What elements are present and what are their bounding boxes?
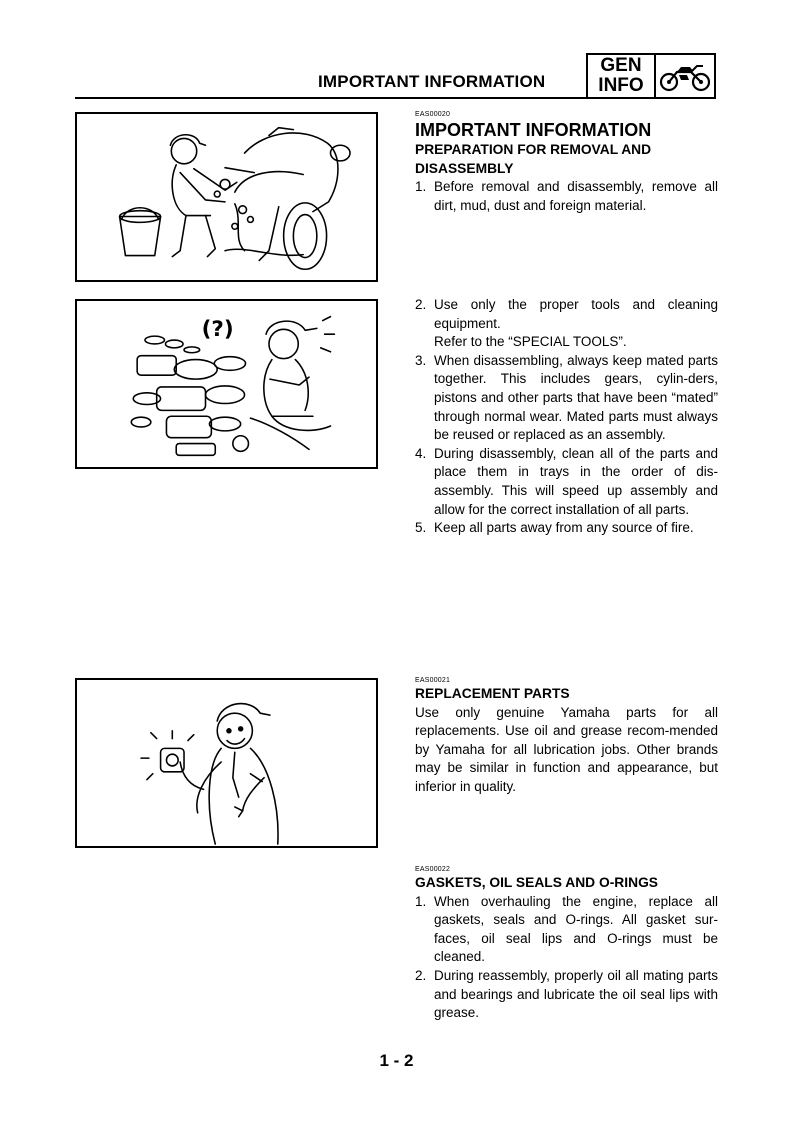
- list-item: [415, 893, 718, 967]
- section-preparation: [415, 110, 718, 215]
- page-header-title: IMPORTANT INFORMATION: [318, 72, 546, 91]
- illustration-disassembled-parts: [75, 299, 378, 469]
- section-subheading: PREPARATION FOR REMOVAL AND DISASSEMBLY: [415, 142, 652, 176]
- list-text: When overhauling the engine, replace all gaskets, seals and O-rings. All gasket sur-faces, oil seal lips and O-rings must be cleaned.: [434, 893, 718, 965]
- section-preparation-continued: [415, 296, 718, 538]
- list-text: Before removal and disassembly, remove all dirt, mud, dust and foreign material.: [434, 179, 718, 213]
- section-code: EAS00020: [415, 111, 451, 118]
- question-mark-icon: (?): [201, 317, 234, 343]
- motorcycle-icon: [656, 55, 714, 97]
- header-rule: [75, 97, 587, 99]
- page-number: 1 - 2: [379, 1051, 414, 1070]
- list-item: [415, 519, 718, 538]
- section-heading: GASKETS, OIL SEALS AND O-RINGS: [415, 875, 659, 890]
- list-text: During reassembly, properly oil all mating parts and bearings and lubricate the oil seal lips with grease.: [434, 967, 718, 1021]
- list-number: 1.: [415, 179, 427, 195]
- list-item: [415, 178, 718, 215]
- list-number: 2.: [415, 297, 427, 312]
- section-code: EAS00022: [415, 866, 451, 873]
- list-text: When disassembling, always keep mated parts together. This includes gears, cylin-ders, pistons and other parts that have been “mated” through normal wear. Mated parts must always be reused or replaced as an assembly.: [434, 352, 718, 443]
- fig1-drawing: [77, 114, 376, 280]
- section-badge: [586, 53, 716, 99]
- fig2-drawing: [77, 301, 376, 467]
- section-paragraph: Use only genuine Yamaha parts for all replacements. Use oil and grease recom-mended by Yamaha for all lubrication jobs. Other brands may be similar in function and appearance, but inferior in quality.: [415, 704, 718, 794]
- list-text: During disassembly, clean all of the parts and place them in trays in the order of dis-assembly. This will speed up assembly and allow for the correct installation of all parts.: [434, 445, 718, 517]
- list-item: [415, 967, 718, 1023]
- list-text: Keep all parts away from any source of fire.: [434, 520, 694, 536]
- badge-line-info: INFO: [598, 75, 644, 96]
- section-gaskets: [415, 865, 718, 1023]
- list-number: 1.: [415, 893, 427, 909]
- list-item: [415, 445, 718, 519]
- list-item: [415, 296, 718, 352]
- illustration-cleaning-motorcycle: [75, 112, 378, 282]
- list-number: 3.: [415, 352, 427, 368]
- list-note: Refer to the “SPECIAL TOOLS”.: [434, 334, 627, 350]
- fig3-drawing: [77, 680, 376, 846]
- list-item: [415, 352, 718, 445]
- section-heading: REPLACEMENT PARTS: [415, 686, 570, 701]
- list-number: 2.: [415, 967, 427, 983]
- list-number: 5.: [415, 520, 427, 536]
- badge-line-gen: GEN: [600, 55, 642, 76]
- badge-label: [588, 55, 656, 97]
- section-code: EAS00021: [415, 677, 451, 684]
- section-replacement-parts: [415, 676, 718, 797]
- list-text: Use only the proper tools and cleaning equipment.: [434, 297, 718, 331]
- list-number: 4.: [415, 445, 427, 461]
- section-heading: IMPORTANT INFORMATION: [415, 120, 652, 140]
- illustration-genuine-part: [75, 678, 378, 848]
